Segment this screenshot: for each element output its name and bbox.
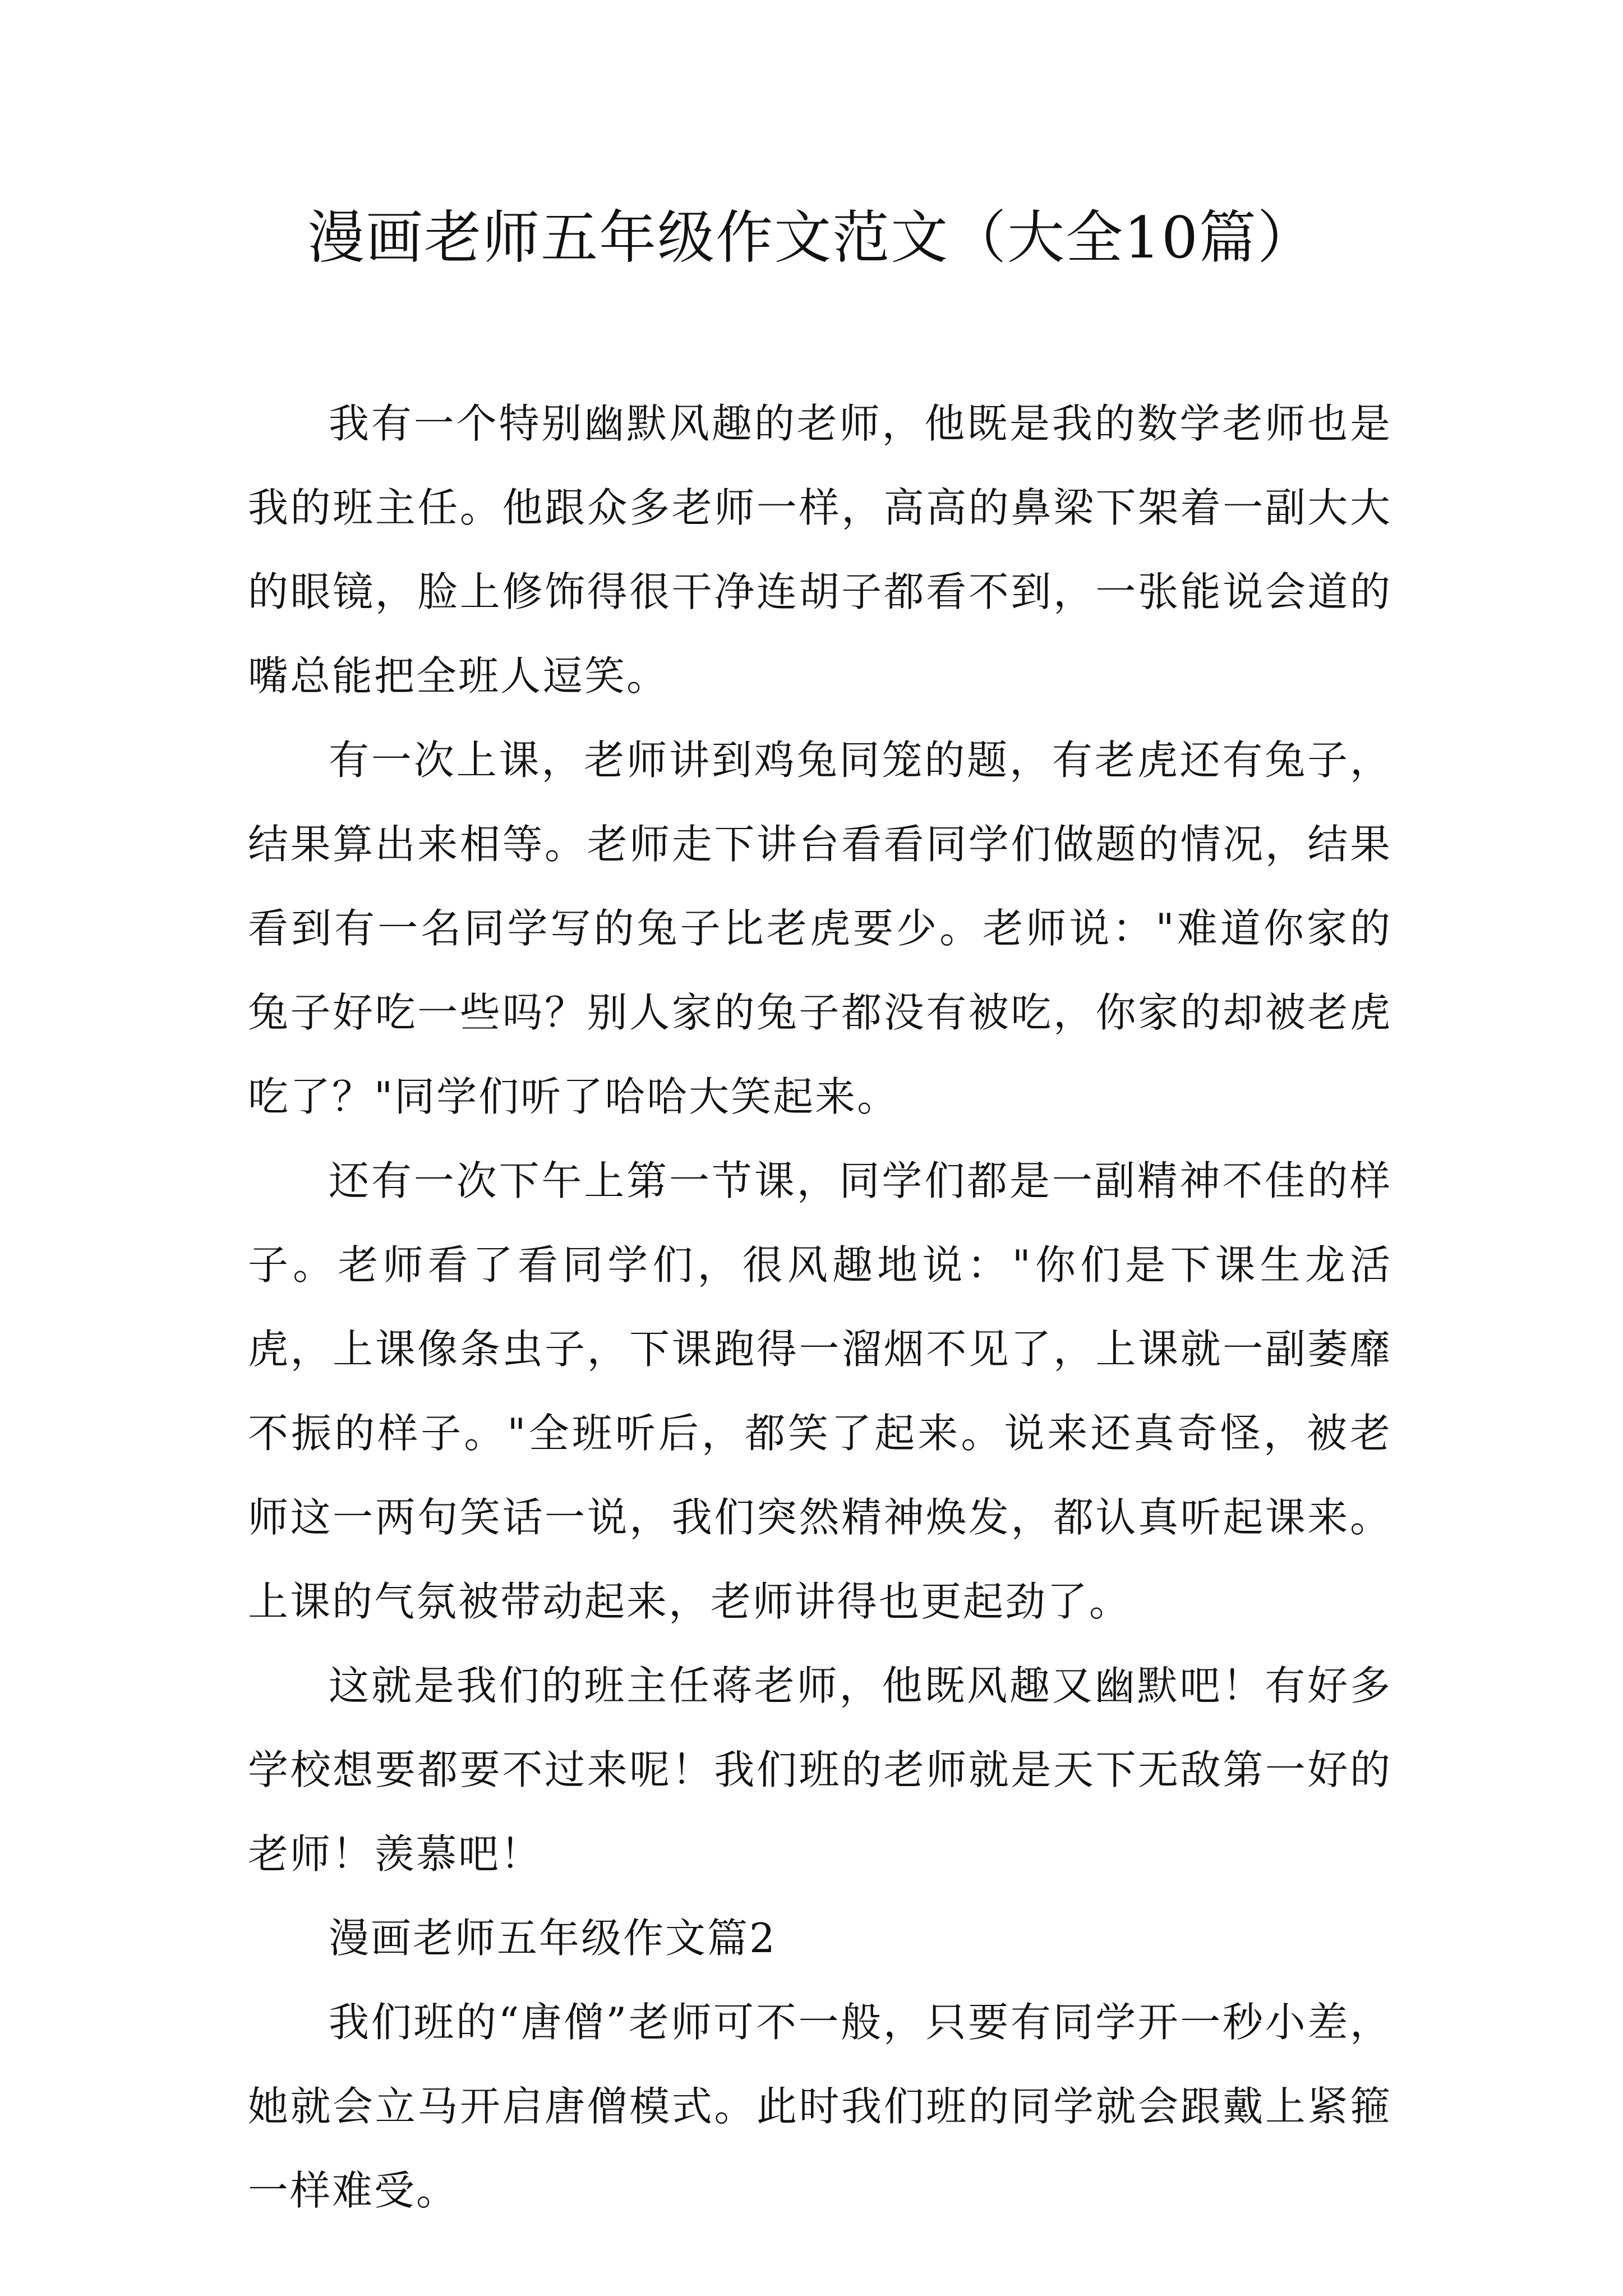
paragraph: 我们班的“唐僧”老师可不一般，只要有同学开一秒小差，她就会立马开启唐僧模式。此时我们班的同学就会跟戴上紧箍一样难受。 bbox=[248, 1999, 1392, 2214]
paragraph: 还有一次下午上第一节课，同学们都是一副精神不佳的样子。老师看了看同学们，很风趣地说："你们是下课生龙活虎，上课像条虫子，下课跑得一溜烟不见了，上课就一副萎靡不振的样子。"全班听后，都笑了起来。说来还真奇怪，被老师这一两句笑话一说，我们突然精神焕发，都认真听起课来。上课的气氛被带动起来，老师讲得也更起劲了。 bbox=[248, 1157, 1392, 1625]
document-body bbox=[248, 381, 1392, 2233]
paragraph: 有一次上课，老师讲到鸡兔同笼的题，有老虎还有兔子，结果算出来相等。老师走下讲台看看同学们做题的情况，结果看到有一名同学写的兔子比老虎要少。老师说："难道你家的兔子好吃一些吗？别人家的兔子都没有被吃，你家的却被老虎吃了？"同学们听了哈哈大笑起来。 bbox=[248, 737, 1392, 1120]
section-heading: 漫画老师五年级作文篇2 bbox=[329, 1915, 777, 1962]
document-title: 漫画老师五年级作文范文（大全10篇） bbox=[307, 205, 1316, 272]
paragraph: 我有一个特别幽默风趣的老师，他既是我的数学老师也是我的班主任。他跟众多老师一样，高高的鼻梁下架着一副大大的眼镜，脸上修饰得很干净连胡子都看不到，一张能说会道的嘴总能把全班人逗笑。 bbox=[248, 400, 1392, 700]
paragraph: 这就是我们的班主任蒋老师，他既风趣又幽默吧！有好多学校想要都要不过来呢！我们班的老师就是天下无敌第一好的老师！羡慕吧！ bbox=[248, 1662, 1392, 1878]
